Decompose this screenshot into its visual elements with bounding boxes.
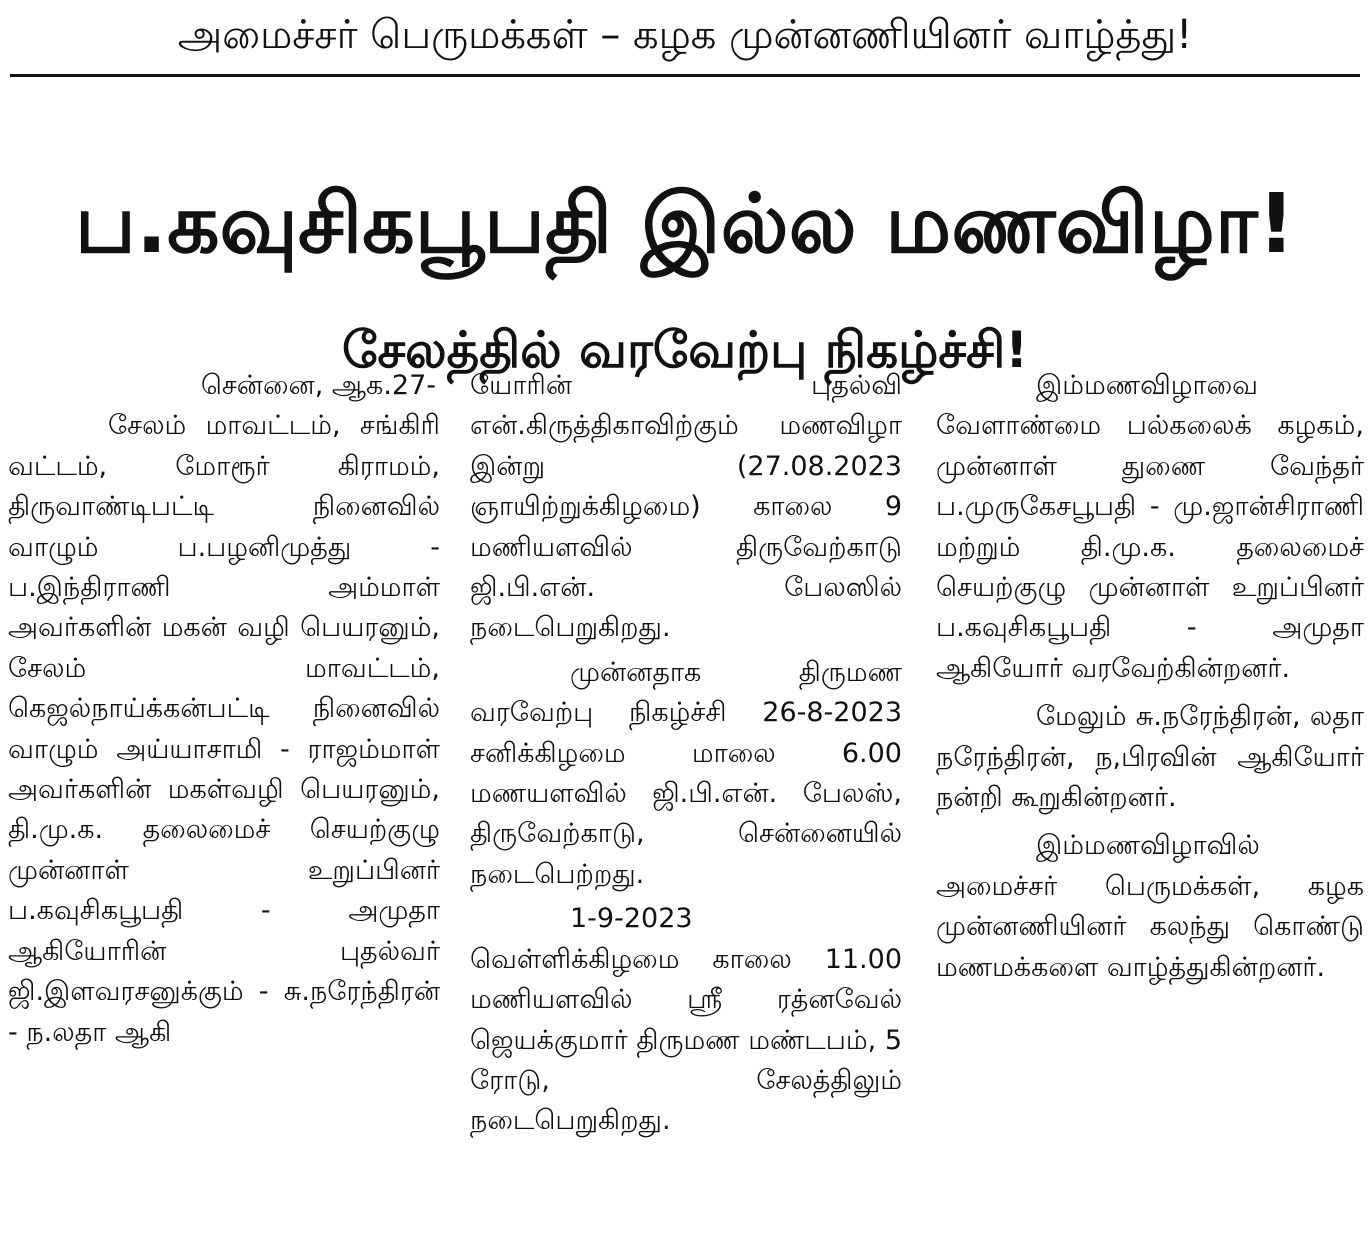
article-column-1	[8, 366, 440, 1246]
subheadline: சேலத்தில் வரவேற்பு நிகழ்ச்சி!	[341, 320, 1029, 379]
article-paragraph: யோரின் புதல்வி என்.கிருத்திகாவிற்கும் மணவிழா இன்று (27.08.2023 ஞாயிற்றுக்கிழமை) காலை 9 மணியளவில் திருவேற்காடு ஜி.பி.என். பேலஸில் நடைபெறுகிறது.	[470, 370, 902, 644]
article-column-2	[470, 366, 902, 1246]
article-paragraph: சேலம் மாவட்டம், சங்கிரி வட்டம், மோரூர் கிராமம், திருவாண்டிபட்டி நினைவில் வாழும் ப.பழனிமுத்து - ப.இந்திராணி அம்மாள் அவர்களின் மகன் வழி பெயரனும், சேலம் மாவட்டம், கெஜல்நாய்க்கன்பட்டி நினைவில் வாழும் அய்யாசாமி - ராஜம்மாள் அவர்களின் மகள்வழி பெயரனும், தி.மு.க. தலைமைச் செயற்குழு முன்னாள் உறுப்பினர் ப.கவுசிகபூபதி - அமுதா ஆகியோரின் புதல்வர் ஜி.இளவரசனுக்கும் - சு.நரேந்திரன் - ந.லதா ஆகி	[8, 410, 440, 1048]
article-paragraph: முன்னதாக திருமண வரவேற்பு நிகழ்ச்சி 26-8-2023 சனிக்கிழமை மாலை 6.00 மணயளவில் ஜி.பி.என். பேலஸ், திருவேற்காடு, சென்னையில் நடைபெற்றது.	[470, 656, 902, 890]
headline: ப.கவுசிகபூபதி இல்ல மணவிழா!	[74, 176, 1296, 272]
article-paragraph: 1-9-2023 வெள்ளிக்கிழமை காலை 11.00 மணியளவில் ஶ்ரீ ரத்னவேல் ஜெயக்குமார் திருமண மண்டபம், 5 ரோடு, சேலத்திலும் நடைபெறுகிறது.	[470, 903, 902, 1137]
article-column-3	[936, 366, 1364, 1246]
kicker-divider	[10, 74, 1360, 77]
article-paragraph: மேலும் சு.நரேந்திரன், லதா நரேந்திரன், ந,பிரவின் ஆகியோர் நன்றி கூறுகின்றனர்.	[936, 701, 1364, 814]
article-paragraph: இம்மணவிழாவில் அமைச்சர் பெருமக்கள், கழக முன்னணியினர் கலந்து கொண்டு மணமக்களை வாழ்த்துகின்றனர்.	[936, 830, 1364, 983]
article-paragraph: இம்மணவிழாவை வேளாண்மை பல்கலைக் கழகம், முன்னாள் துணை வேந்தர் ப.முருகேசபூபதி - மு.ஜான்சிராணி மற்றும் தி.மு.க. தலைமைச் செயற்குழு முன்னாள் உறுப்பினர் ப.கவுசிகபூபதி - அமுதா ஆகியோர் வரவேற்கின்றனர்.	[936, 370, 1364, 684]
kicker-line: அமைச்சர் பெருமக்கள் – கழக முன்னணியினர் வாழ்த்து!	[177, 12, 1193, 58]
dateline: சென்னை, ஆக.27-	[200, 370, 436, 401]
